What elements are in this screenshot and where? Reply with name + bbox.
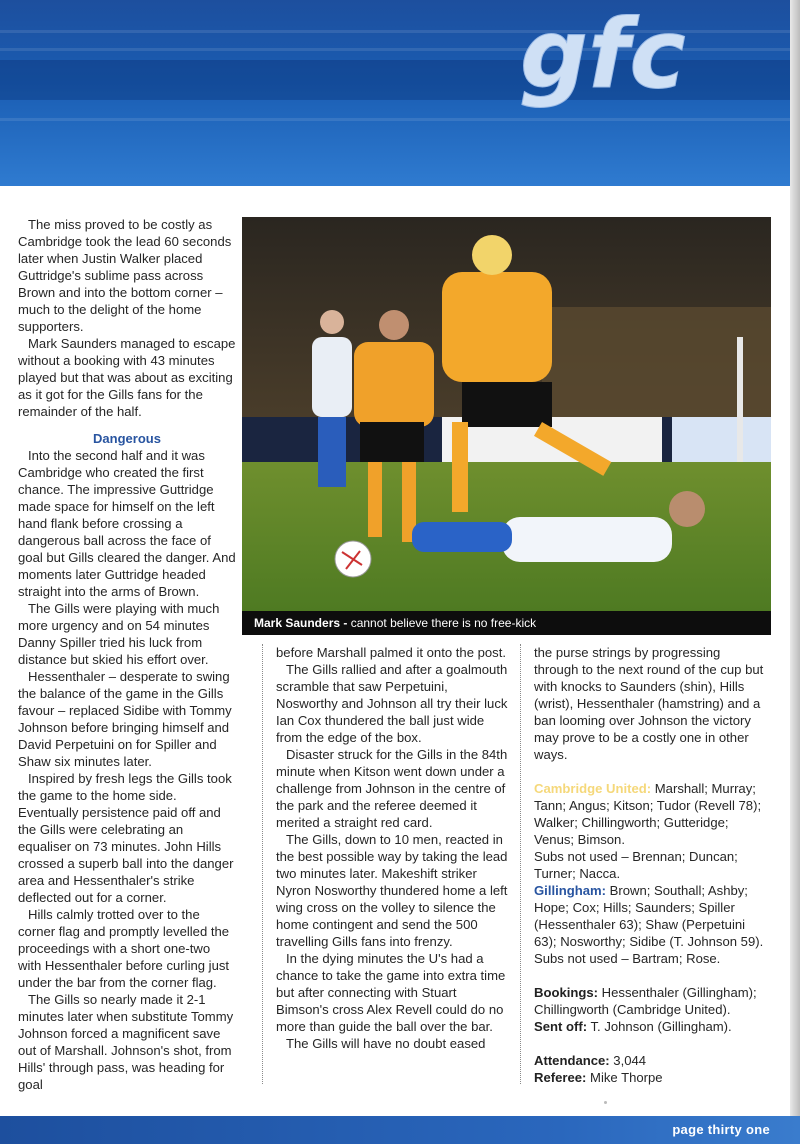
article-paragraph: The Gills rallied and after a goalmouth scramble that saw Perpetuini, Nosworthy and Johnson all try their luck Ian Cox thundered the ball just wide from the edge of the box. bbox=[276, 662, 508, 745]
header-banner bbox=[0, 0, 800, 186]
bookings-label: Bookings: bbox=[534, 985, 599, 1000]
article-paragraph: The Gills, down to 10 men, reacted in the best possible way by taking the lead two minutes later. Makeshift striker Nyron Nosworthy thundered home a left wing cross on the volley to silence the home contingent and send the 500 travelling Gills fans into frenzy. bbox=[276, 832, 508, 949]
gillingham-label: Gillingham: bbox=[534, 883, 607, 898]
referee bbox=[534, 1069, 766, 1086]
sent-off-value: T. Johnson (Gillingham). bbox=[587, 1019, 732, 1034]
cambridge-players: Marshall; Murray; Tann; Angus; Kitson; Tudor (Revell 78); Walker; Chillingworth; Gutteridge; Venus; Bimson. bbox=[534, 781, 762, 847]
article-paragraph: Mark Saunders managed to escape without a booking with 43 minutes played but that was about as exciting as it got for the Gills fans for the remainder of the half. bbox=[18, 336, 236, 419]
article-paragraph: The Gills were playing with much more urgency and on 54 minutes Danny Spiller tried his luck from distance but skied his effort over. bbox=[18, 601, 220, 667]
article-paragraph: Hessenthaler – desperate to swing the balance of the game in the Gills favour – replaced Sidibe with Tommy Johnson before bringing himself and David Perpetuini on for Spiller and Shaw six minutes later. bbox=[18, 669, 232, 769]
gfc-logo bbox=[510, 12, 770, 172]
article-paragraph: Hills calmly trotted over to the corner flag and promptly levelled the proceedings with a short one-two with Hessenthaler before curling just under the bar from the corner flag. bbox=[18, 907, 230, 990]
speck bbox=[604, 1101, 607, 1104]
article-paragraph: In the dying minutes the U's had a chance to take the game into extra time but after connecting with Stuart Bimson's cross Alex Revell could do no more than guide the ball over the bar. bbox=[276, 951, 506, 1034]
logo-glyph-g: gfc bbox=[520, 12, 686, 110]
referee-value: Mike Thorpe bbox=[586, 1070, 663, 1085]
attendance-label: Attendance: bbox=[534, 1053, 610, 1068]
column-divider bbox=[520, 644, 521, 1084]
photo-illustration bbox=[242, 217, 771, 635]
subheading: Dangerous bbox=[93, 431, 161, 446]
match-photo bbox=[242, 217, 771, 635]
gillingham-players: Brown; Southall; Ashby; Hope; Cox; Hills; Saunders; Spiller (Hessenthaler 63); Shaw (Perpetuini 63); Nosworthy; Sidibe (T. Johnson 59). bbox=[534, 883, 764, 949]
attendance-value: 3,044 bbox=[609, 1053, 647, 1068]
column-divider bbox=[262, 644, 263, 1084]
article-column-3 bbox=[534, 644, 766, 1086]
caption-text: cannot believe there is no free-kick bbox=[347, 616, 537, 630]
cambridge-lineup bbox=[534, 780, 766, 848]
bookings bbox=[534, 984, 766, 1018]
referee-label: Referee: bbox=[534, 1070, 587, 1085]
article-paragraph: before Marshall palmed it onto the post. bbox=[276, 645, 506, 660]
article-paragraph: Inspired by fresh legs the Gills took the game to the home side. Eventually persistence paid off and the Gills were celebrating an equaliser on 73 minutes. John Hills crossed a superb ball into the danger area and Hessenthaler's strike deflected out for a corner. bbox=[18, 771, 234, 905]
article-paragraph: The Gills so nearly made it 2-1 minutes later when substitute Tommy Johnson forced a magnificent save out of Marshall. Johnson's shot, from Hills' through pass, was heading for goal bbox=[18, 992, 234, 1092]
article-column-1 bbox=[18, 216, 236, 1093]
article-paragraph: Disaster struck for the Gills in the 84th minute when Kitson went down under a challenge from Johnson in the centre of the park and the referee deemed it merited a straight red card. bbox=[276, 747, 508, 830]
page-edge bbox=[790, 0, 800, 1144]
article-column-2 bbox=[276, 644, 512, 1052]
photo-caption bbox=[242, 611, 771, 635]
page-number: page thirty one bbox=[672, 1122, 770, 1137]
article-paragraph: the purse strings by progressing through to the next round of the cup but with knocks to Saunders (shin), Hills (wrist), Hessenthaler (hamstring) and a ban looming over Johnson the victory may prove to be a costly one in other ways. bbox=[534, 645, 764, 762]
attendance bbox=[534, 1052, 766, 1069]
caption-name: Mark Saunders - bbox=[254, 616, 348, 630]
cambridge-label: Cambridge United: bbox=[534, 781, 652, 796]
footer-bar bbox=[0, 1116, 800, 1144]
gillingham-lineup bbox=[534, 882, 766, 950]
cambridge-subs: Subs not used – Brennan; Duncan; Turner; Nacca. bbox=[534, 849, 738, 881]
sent-off bbox=[534, 1018, 766, 1035]
sent-off-label: Sent off: bbox=[534, 1019, 588, 1034]
gillingham-subs: Subs not used – Bartram; Rose. bbox=[534, 951, 721, 966]
bookings-value: Hessenthaler (Gillingham); Chillingworth (Cambridge United). bbox=[534, 985, 757, 1017]
article-paragraph: The Gills will have no doubt eased bbox=[286, 1036, 486, 1051]
article-paragraph: The miss proved to be costly as Cambridge took the lead 60 seconds later when Justin Walker placed Guttridge's sublime pass across Brown and into the bottom corner – much to the delight of the home supporters. bbox=[18, 217, 232, 334]
article-paragraph: Into the second half and it was Cambridge who created the first chance. The impressive Guttridge made space for himself on the left hand flank before crossing a dangerous ball across the face of goal but Gills cleared the danger. And moments later Guttridge headed straight into the arms of Brown. bbox=[18, 448, 236, 599]
